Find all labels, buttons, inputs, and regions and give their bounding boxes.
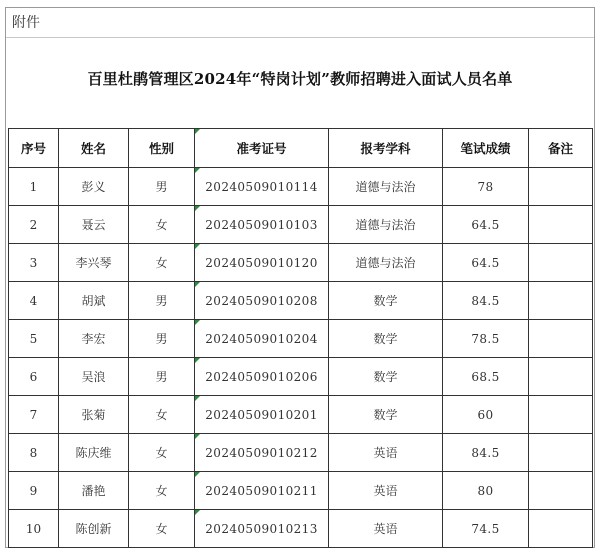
candidate-table	[8, 128, 593, 548]
cell-subject: 道德与法治	[329, 168, 443, 206]
cell-remark	[529, 244, 593, 282]
table-row	[9, 244, 593, 282]
header-ticket: 准考证号	[195, 129, 329, 168]
cell-gender: 女	[129, 396, 195, 434]
cell-gender: 男	[129, 320, 195, 358]
cell-remark	[529, 358, 593, 396]
cell-name: 吴浪	[59, 358, 129, 396]
cell-no: 6	[9, 358, 59, 396]
cell-ticket: 20240509010208	[195, 282, 329, 320]
cell-remark	[529, 168, 593, 206]
attachment-label: 附件	[6, 8, 594, 38]
cell-gender: 男	[129, 168, 195, 206]
cell-ticket: 20240509010213	[195, 510, 329, 548]
cell-remark	[529, 320, 593, 358]
cell-name: 聂云	[59, 206, 129, 244]
document-sheet	[5, 7, 595, 548]
cell-remark	[529, 472, 593, 510]
cell-name: 陈庆维	[59, 434, 129, 472]
table-header-row	[9, 129, 593, 168]
cell-name: 潘艳	[59, 472, 129, 510]
cell-score: 64.5	[443, 206, 529, 244]
page-title: 百里杜鹃管理区2024年“特岗计划”教师招聘进入面试人员名单	[87, 70, 513, 88]
cell-name: 张菊	[59, 396, 129, 434]
cell-score: 78	[443, 168, 529, 206]
cell-name: 李宏	[59, 320, 129, 358]
cell-ticket: 20240509010103	[195, 206, 329, 244]
table-row	[9, 168, 593, 206]
cell-remark	[529, 434, 593, 472]
cell-gender: 女	[129, 510, 195, 548]
cell-remark	[529, 206, 593, 244]
cell-no: 1	[9, 168, 59, 206]
cell-ticket: 20240509010211	[195, 472, 329, 510]
cell-gender: 女	[129, 206, 195, 244]
cell-remark	[529, 282, 593, 320]
cell-score: 60	[443, 396, 529, 434]
cell-ticket: 20240509010212	[195, 434, 329, 472]
cell-name: 李兴琴	[59, 244, 129, 282]
table-row	[9, 472, 593, 510]
header-score: 笔试成绩	[443, 129, 529, 168]
cell-subject: 数学	[329, 358, 443, 396]
cell-subject: 数学	[329, 396, 443, 434]
cell-subject: 道德与法治	[329, 244, 443, 282]
cell-gender: 女	[129, 434, 195, 472]
cell-subject: 道德与法治	[329, 206, 443, 244]
cell-name: 彭义	[59, 168, 129, 206]
header-name: 姓名	[59, 129, 129, 168]
cell-score: 64.5	[443, 244, 529, 282]
header-remark: 备注	[529, 129, 593, 168]
cell-no: 5	[9, 320, 59, 358]
cell-ticket: 20240509010114	[195, 168, 329, 206]
cell-score: 84.5	[443, 434, 529, 472]
cell-no: 7	[9, 396, 59, 434]
cell-gender: 女	[129, 472, 195, 510]
header-gender: 性别	[129, 129, 195, 168]
cell-score: 84.5	[443, 282, 529, 320]
header-subject: 报考学科	[329, 129, 443, 168]
table-row	[9, 434, 593, 472]
cell-no: 9	[9, 472, 59, 510]
cell-subject: 数学	[329, 282, 443, 320]
cell-ticket: 20240509010204	[195, 320, 329, 358]
cell-score: 74.5	[443, 510, 529, 548]
cell-subject: 英语	[329, 434, 443, 472]
table-row	[9, 510, 593, 548]
cell-name: 陈创新	[59, 510, 129, 548]
cell-remark	[529, 510, 593, 548]
cell-no: 4	[9, 282, 59, 320]
cell-ticket: 20240509010201	[195, 396, 329, 434]
cell-ticket: 20240509010120	[195, 244, 329, 282]
table-row	[9, 206, 593, 244]
cell-subject: 英语	[329, 472, 443, 510]
cell-no: 3	[9, 244, 59, 282]
cell-ticket: 20240509010206	[195, 358, 329, 396]
cell-remark	[529, 396, 593, 434]
cell-gender: 男	[129, 282, 195, 320]
cell-no: 8	[9, 434, 59, 472]
cell-score: 68.5	[443, 358, 529, 396]
cell-score: 80	[443, 472, 529, 510]
cell-no: 10	[9, 510, 59, 548]
cell-no: 2	[9, 206, 59, 244]
cell-subject: 数学	[329, 320, 443, 358]
cell-subject: 英语	[329, 510, 443, 548]
cell-name: 胡斌	[59, 282, 129, 320]
table-row	[9, 282, 593, 320]
table-row	[9, 320, 593, 358]
table-row	[9, 358, 593, 396]
cell-gender: 女	[129, 244, 195, 282]
header-no: 序号	[9, 129, 59, 168]
cell-gender: 男	[129, 358, 195, 396]
table-row	[9, 396, 593, 434]
cell-score: 78.5	[443, 320, 529, 358]
